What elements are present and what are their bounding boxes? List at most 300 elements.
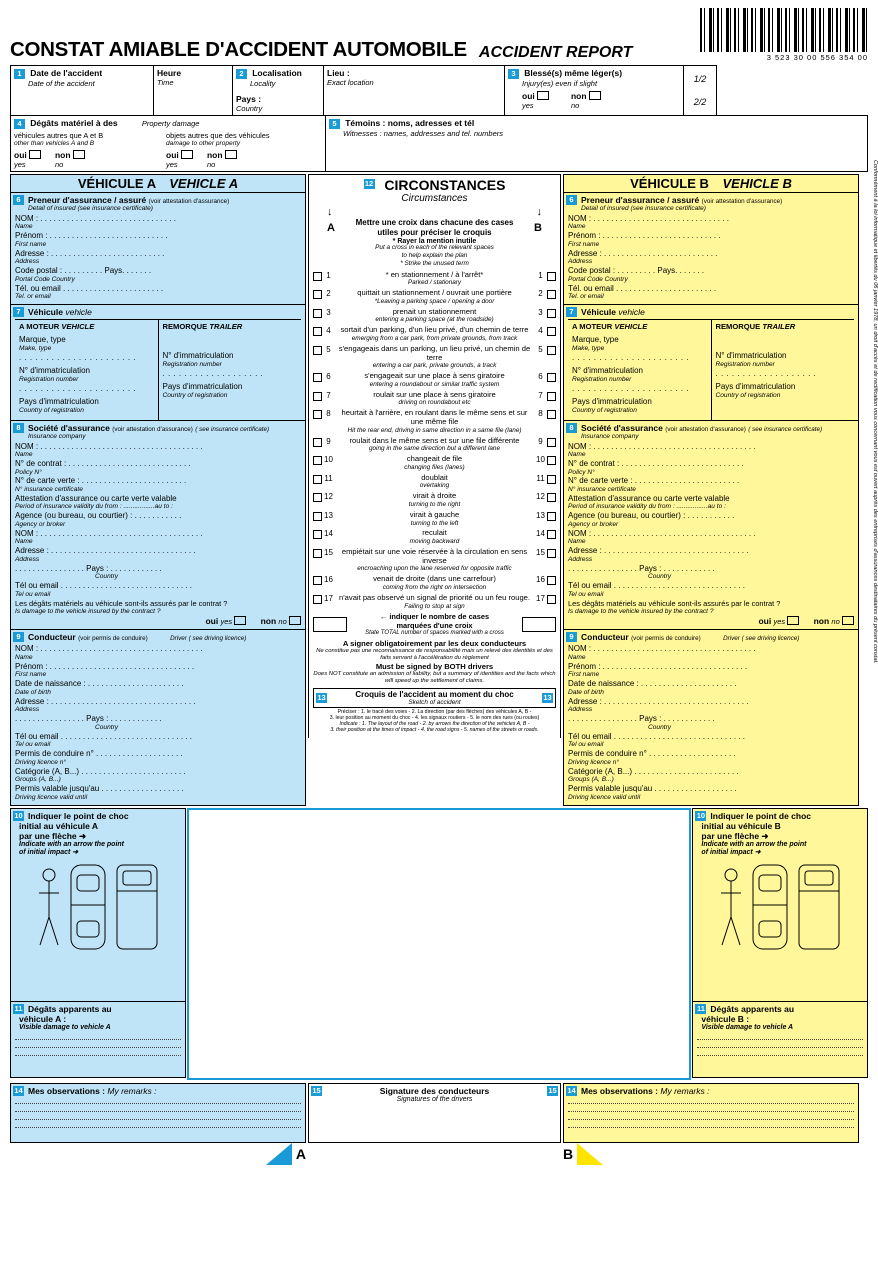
b-agency-field[interactable]: Agence (ou bureau, ou courtier) : . . . . . . . . . . . [568,511,735,521]
circumstance-number-right: 6 [538,372,543,382]
circumstance-number-right: 13 [536,510,545,520]
property-damage-label-en: Property damage [141,119,200,128]
a-policyholder-title-sub: (voir attestation d'assurance) [148,197,230,205]
a-tel-field[interactable]: Tél. ou email . . . . . . . . . . . . . . . . . . . . . . . [15,283,164,293]
circ-instr-fr3: * Rayer la mention inutile [392,237,477,245]
b-regnum-label-fr: N° d'immatriculation [572,366,643,376]
a-driver-addr-field[interactable]: Adresse : . . . . . . . . . . . . . . . . . . . . . . . . . . . . . . . . . [15,696,196,706]
barcode-bars [700,8,868,52]
a-remarks-line-2[interactable] [15,1104,301,1112]
main-three-columns [10,174,868,806]
b-policy-field[interactable]: N° de contrat : . . . . . . . . . . . . . . . . . . . . . . . . . . . . [568,459,744,468]
total-b-input[interactable] [522,617,556,632]
section-a-insurance[interactable] [10,421,306,631]
a-regcountry-label-fr: Pays d'immatriculation [19,397,99,407]
a-vehicle-title-en: vehicle [65,307,92,318]
circumstance-number-left: 7 [326,390,331,400]
a-licence-valid-field[interactable]: Permis valable jusqu'au . . . . . . . . . . . . . . . . . . . [15,784,184,794]
b-damage-fr1: Dégâts apparents au [710,1003,795,1014]
bottom-row [10,1083,868,1143]
section-a-policyholder[interactable] [10,193,306,305]
croquis-notes [313,708,556,735]
section-a-remarks[interactable] [10,1083,306,1143]
b-firstname-field[interactable]: Prénom : . . . . . . . . . . . . . . . . . . . . . . . . . . . [568,231,721,241]
b-green-field[interactable]: N° de carte verte : . . . . . . . . . . . . . . . . . . . . . . . . [568,476,740,486]
a-damage-no-checkbox[interactable] [289,616,301,625]
b-damage-line-2[interactable] [697,1040,863,1048]
circumstance-checkbox-b[interactable] [547,392,556,401]
a-motor-vehicle-col[interactable] [15,320,158,420]
damage-vehicles-no-fr: non [54,149,71,160]
circumstance-row [313,391,556,407]
b-driver-title-fr: Conducteur [581,632,629,643]
section-a-impact[interactable] [10,808,186,1002]
total-label-fr2: marquées d'une croix [396,621,473,631]
field-injuries[interactable] [504,65,684,116]
field-number-7b: 7 [566,307,577,317]
circumstance-row [313,474,556,490]
a-trailer-regnum-line[interactable]: . . . . . . . . . . . . . . . . . . . [162,368,264,378]
circumstance-text-en: turning to the left [410,519,459,527]
a-driver-firstname-field[interactable]: Prénom : . . . . . . . . . . . . . . . . . . . . . . . . . . . . . . . . . [15,661,195,671]
b-regnum-line[interactable]: . . . . . . . . . . . . . . . . . . . . . . [572,383,690,393]
a-driver-name-field[interactable]: NOM : . . . . . . . . . . . . . . . . . . . . . . . . . . . . . . . . . . . . . [15,644,203,654]
field-property-damage[interactable] [10,115,326,172]
circumstance-checkbox-a[interactable] [313,549,322,558]
circumstance-text [335,474,534,490]
b-licence-valid-field[interactable]: Permis valable jusqu'au . . . . . . . . . . . . . . . . . . . [568,784,737,794]
circumstance-checkbox-b[interactable] [547,576,556,585]
b-agency-addr-field[interactable]: Adresse : . . . . . . . . . . . . . . . . . . . . . . . . . . . . . . . . . [568,546,749,556]
a-green-field[interactable]: N° de carte verte : . . . . . . . . . . . . . . . . . . . . . . . . [15,476,187,486]
section-b-remarks[interactable] [563,1083,859,1143]
a-licence-field[interactable]: Permis de conduire n° . . . . . . . . . . . . . . . . . . . . [15,749,183,759]
b-damage-line-3[interactable] [697,1048,863,1056]
field-number-4: 4 [14,119,25,129]
field-number-10b: 10 [696,810,706,820]
circumstance-text-en: entering a car park, private grounds, a track [372,362,497,370]
a-damage-line-2[interactable] [15,1040,181,1048]
circumstance-text-en: moving backward [409,538,460,546]
circumstance-checkbox-b[interactable] [547,373,556,382]
circumstances-list [313,271,556,610]
a-driver-country-en: Country [95,723,119,731]
circumstance-text [335,271,534,287]
signature-area[interactable] [309,1103,560,1145]
damage-objects-en: damage to other property [166,139,241,147]
circumstance-number-left: 16 [324,575,333,585]
section-signatures[interactable] [308,1083,561,1143]
b-trailer-col[interactable] [711,320,855,420]
circumstance-text-fr: s'engageait sur une place à sens giratoire [364,371,505,381]
circumstance-checkbox-a[interactable] [313,530,322,539]
section-b-insurance[interactable] [563,421,859,631]
b-driver-title-sub: (voir permis de conduire) [631,635,701,643]
circumstance-checkbox-a[interactable] [313,272,322,281]
a-driver-title-fr: Conducteur [28,632,76,643]
a-impact-fr2: initial au véhicule A [19,820,99,831]
b-damage-no-checkbox[interactable] [842,616,854,625]
circumstance-checkbox-b[interactable] [547,438,556,447]
field-number-11a: 11 [14,1003,23,1013]
a-policy-field[interactable]: N° de contrat : . . . . . . . . . . . . . . . . . . . . . . . . . . . . [15,459,191,468]
circumstance-text-en: emerging from a car park, from private grounds, from track [351,334,518,342]
a-regcountry-label-en: Country of registration [19,406,84,414]
circumstance-text-en: coming from the right on intersection [382,584,487,592]
circumstance-text-fr: reculait [422,528,447,538]
sketch-canvas[interactable] [187,808,692,1080]
section-b-driver[interactable] [563,630,859,805]
b-driver-country-field[interactable]: . . . . . . . . . . . . . . . . Pays : . . . . . . . . . . . . [568,714,715,724]
circumstance-checkbox-b[interactable] [547,530,556,539]
damage-objects-yes-checkbox[interactable] [181,150,193,159]
a-attest-fr: Attestation d'assurance ou carte verte valable [15,493,177,503]
b-make-line[interactable]: . . . . . . . . . . . . . . . . . . . . . . [572,352,690,362]
a-driver-title-sub: (voir permis de conduire) [78,635,148,643]
circumstance-text-fr: virait à droite [412,491,457,501]
circumstance-checkbox-a[interactable] [313,493,322,502]
injuries-no-checkbox[interactable] [589,91,601,100]
signature-title-en: Signatures of the drivers [396,1095,473,1103]
b-regcountry-label-fr: Pays d'immatriculation [572,397,652,407]
a-insurance-title-sub: (voir attestation d'assurance) [112,425,193,433]
circumstance-text [335,492,534,508]
b-driver-firstname-field[interactable]: Prénom : . . . . . . . . . . . . . . . . . . . . . . . . . . . . . . . . . [568,661,748,671]
circumstance-row [313,511,556,527]
a-licence-cat-field[interactable]: Catégorie (A, B...) . . . . . . . . . . . . . . . . . . . . . . . . [15,766,186,776]
time-label-en: Time [157,78,174,87]
sign-note-en-detail: Does NOT constitute an admission of liability, but a summary of identities and the facts which will speed up the settlement of claims. [313,671,556,684]
circumstance-checkbox-b[interactable] [547,595,556,604]
field-number-11b: 11 [696,1003,705,1013]
circumstance-checkbox-b[interactable] [547,549,556,558]
field-locality[interactable] [232,65,324,116]
b-driver-tel-field[interactable]: Tél ou email . . . . . . . . . . . . . . . . . . . . . . . . . . . . . . [568,731,745,741]
a-agency-country-field[interactable]: . . . . . . . . . . . . . . . . Pays : . . . . . . . . . . . . [15,563,162,573]
b-damage-line-1[interactable] [697,1032,863,1040]
circumstance-checkbox-b[interactable] [547,346,556,355]
impact-damage-a [10,808,186,1078]
a-motor-subheader [19,322,154,331]
b-insurance-title-sub: (voir attestation d'assurance) [665,425,746,433]
circumstances-title-text: CIRCONSTANCES [384,176,506,193]
a-ins-name-en: Name [15,451,33,459]
a-policyholder-title-fr: Preneur d'assurance / assuré [28,194,147,205]
injuries-yes-checkbox[interactable] [537,91,549,100]
a-agency-addr-field[interactable]: Adresse : . . . . . . . . . . . . . . . . . . . . . . . . . . . . . . . . . [15,546,196,556]
field-number-6b: 6 [566,195,577,205]
locality-label-en: Locality [250,79,276,88]
a-insurance-title-fr: Société d'assurance [28,422,110,433]
circ-instr-en3: * Strike the unused term [400,259,469,267]
damage-witness-row [10,115,868,172]
b-driver-dob-field[interactable]: Date de naissance : . . . . . . . . . . . . . . . . . . . . . . [568,679,737,689]
b-licence-field[interactable]: Permis de conduire n° . . . . . . . . . . . . . . . . . . . . [568,749,736,759]
country-label-en: Country [236,104,263,113]
circumstance-number-right: 10 [536,455,545,465]
b-ins-name-field[interactable]: NOM : . . . . . . . . . . . . . . . . . . . . . . . . . . . . . . . . . . . . . [568,441,756,451]
circumstance-number-right: 14 [536,529,545,539]
label-b: B [534,222,542,235]
field-number-12: 12 [364,178,374,188]
b-damage-yes-checkbox[interactable] [787,616,799,625]
circumstance-number-left: 1 [326,270,331,280]
a-make-line[interactable]: . . . . . . . . . . . . . . . . . . . . . . [19,352,137,362]
b-name-field[interactable]: NOM : . . . . . . . . . . . . . . . . . . . . . . . . . . . . . . . [568,213,729,223]
circumstance-number-left: 5 [326,344,331,354]
locality-label-fr: Localisation [252,68,302,78]
column-circumstances [308,174,561,738]
circumstance-checkbox-b[interactable] [547,327,556,336]
bottom-letter-b: B [563,1145,574,1162]
b-trailer-country-label-en: Country of registration [715,391,781,399]
a-vehicle-subtable [15,319,301,420]
a-remarks-title [15,1086,301,1096]
circumstance-text-fr: n'avait pas observé un signal de priorité ou un feu rouge. [339,592,530,602]
a-trailer-subheader-fr: REMORQUE [162,322,208,332]
a-damage-line-3[interactable] [15,1048,181,1056]
circumstance-checkbox-b[interactable] [547,272,556,281]
field-number-13-right: 13 [543,692,552,702]
b-remarks-line-4[interactable] [568,1120,854,1128]
b-driver-firstname-en: First name [568,671,600,679]
label-a: A [327,222,335,235]
b-remarks-line-1[interactable] [568,1096,854,1104]
a-agency-tel-field[interactable]: Tél ou email . . . . . . . . . . . . . . . . . . . . . . . . . . . . . . [15,581,192,591]
a-driver-firstname-en: First name [15,671,47,679]
circumstance-checkbox-a[interactable] [313,410,322,419]
b-remarks-line-3[interactable] [568,1112,854,1120]
b-attest-en[interactable]: Period of insurance validity du from : .................au to : [568,503,726,511]
a-remarks-line-3[interactable] [15,1112,301,1120]
damage-vehicles-yes-checkbox[interactable] [29,150,41,159]
corner-marker-b [577,1143,603,1165]
arrow-down-a-icon: ↓ [327,205,333,218]
date-label-fr: Date de l'accident [30,68,103,78]
field-number-14a: 14 [14,1085,23,1095]
a-driver-country-field[interactable]: . . . . . . . . . . . . . . . . Pays : . . . . . . . . . . . . [15,714,162,724]
field-witnesses[interactable] [326,115,868,172]
circumstance-checkbox-a[interactable] [313,327,322,336]
a-firstname-field[interactable]: Prénom : . . . . . . . . . . . . . . . . . . . . . . . . . . . [15,231,168,241]
signature-title-fr: Signature des conducteurs [379,1085,490,1096]
b-remarks-fr: Mes observations : [581,1085,658,1096]
arrow-left-icon: ← [379,612,388,622]
circ-instr-en2: to help explain the plan [401,252,468,260]
circumstance-number-right: 17 [536,593,545,603]
a-agency-name-field[interactable]: NOM : . . . . . . . . . . . . . . . . . . . . . . . . . . . . . . . . . . . . . [15,528,203,538]
circumstance-checkbox-b[interactable] [547,456,556,465]
circumstance-number-right: 8 [538,409,543,419]
circumstance-checkbox-b[interactable] [547,493,556,502]
total-boxes-row [313,612,556,636]
damage-vehicles-en: other than vehicles A and B [14,139,95,147]
a-address-field[interactable]: Adresse : . . . . . . . . . . . . . . . . . . . . . . . . . . [15,248,165,258]
damage-vehicles-yes-fr: oui [14,149,27,160]
circumstance-text-fr: venait de droite (dans une carrefour) [373,574,496,584]
field-number-8b: 8 [566,423,577,433]
circumstance-checkbox-a[interactable] [313,576,322,585]
circumstance-checkbox-a[interactable] [313,512,322,521]
field-number-9b: 9 [566,632,577,642]
circumstance-text [335,409,534,434]
circumstance-checkbox-b[interactable] [547,512,556,521]
b-policyholder-title-sub: (voir attestation d'assurance) [701,197,783,205]
field-number-2: 2 [236,69,247,79]
a-driver-dob-field[interactable]: Date de naissance : . . . . . . . . . . . . . . . . . . . . . . [15,679,184,689]
b-agency-tel-field[interactable]: Tél ou email . . . . . . . . . . . . . . . . . . . . . . . . . . . . . . [568,581,745,591]
document-header [10,8,868,62]
a-driver-tel-en: Tel ou email [15,741,51,749]
a-postal-field[interactable]: Code postal : . . . . . . . . . Pays. . . . . . . [15,266,152,276]
b-driver-title [568,632,854,642]
circumstance-number-left: 3 [326,307,331,317]
a-attest-en[interactable]: Period of insurance validity du from : .................au to : [15,503,173,511]
bottom-letters-row [10,1143,868,1165]
b-driver-addr-field[interactable]: Adresse : . . . . . . . . . . . . . . . . . . . . . . . . . . . . . . . . . [568,696,749,706]
a-vehicle-diagrams[interactable] [15,861,181,953]
a-postal-label-en: Portal Code Country [15,275,75,283]
croquis-note-4: 3. their position at the times of impact - 4. the road signs - 5. names of the streets or roads. [330,727,539,734]
witnesses-label-fr: Témoins : noms, adresses et tél [345,118,475,128]
a-damage-en: Visible damage to vehicle A [19,1024,111,1032]
damage-objects-no-checkbox[interactable] [225,150,237,159]
circumstance-number-left: 14 [324,529,333,539]
ab-arrows [313,206,556,218]
field-time[interactable] [153,65,233,116]
section-b-visible-damage[interactable] [692,1002,868,1078]
field-number-1: 1 [14,69,25,79]
circumstance-text [335,308,534,324]
a-ins-name-field[interactable]: NOM : . . . . . . . . . . . . . . . . . . . . . . . . . . . . . . . . . . . . . [15,441,203,451]
damage-vehicles-no-checkbox[interactable] [73,150,85,159]
total-a-input[interactable] [313,617,347,632]
circumstance-text-en: changing files (lanes) [404,463,465,471]
circumstance-checkbox-b[interactable] [547,290,556,299]
a-make-label-fr: Marque, type [19,335,66,345]
circumstance-checkbox-b[interactable] [547,309,556,318]
field-number-15-right: 15 [548,1085,557,1095]
field-number-6a: 6 [13,195,24,205]
field-number-7a: 7 [13,307,24,317]
page-fraction-bottom: 2/2 [693,96,707,107]
b-motor-subheader-fr: A MOTEUR [572,322,613,332]
circumstance-text-en: going in the same direction but a different lane [368,445,501,453]
b-tel-field[interactable]: Tél. ou email . . . . . . . . . . . . . . . . . . . . . . . [568,283,717,293]
b-address-field[interactable]: Adresse : . . . . . . . . . . . . . . . . . . . . . . . . . . [568,248,718,258]
a-licence-en: Driving licence n° [15,758,67,766]
b-licence-cat-field[interactable]: Catégorie (A, B...) . . . . . . . . . . . . . . . . . . . . . . . . [568,766,739,776]
a-driver-tel-field[interactable]: Tél ou email . . . . . . . . . . . . . . . . . . . . . . . . . . . . . . [15,731,192,741]
circumstance-checkbox-a[interactable] [313,290,322,299]
a-tel-label-en: Tel. or email [15,293,51,301]
section-b-policyholder[interactable] [563,193,859,305]
b-motor-vehicle-col[interactable] [568,320,711,420]
circumstance-text [335,575,534,591]
circumstance-number-right: 1 [538,270,543,280]
a-damage-line-1[interactable] [15,1032,181,1040]
b-trailer-regnum-line[interactable]: . . . . . . . . . . . . . . . . . . . [715,368,817,378]
vehicle-a-header-en: VEHICLE A [169,175,239,191]
section-a-visible-damage[interactable] [10,1002,186,1078]
circumstance-row [313,289,556,305]
circumstance-checkbox-a[interactable] [313,595,322,604]
a-remarks-line-1[interactable] [15,1096,301,1104]
a-remarks-line-4[interactable] [15,1120,301,1128]
circumstance-checkbox-a[interactable] [313,346,322,355]
circumstance-row [313,575,556,591]
croquis-note-1: Préciser : 1. le tracé des voies - 2. La direction (par des flèches) des véhicules A, B - [337,708,532,715]
b-agency-en: Agency or broker [568,520,619,528]
a-licence-valid-en: Driving licence valid until [15,793,88,801]
b-postal-field[interactable]: Code postal : . . . . . . . . . Pays. . . . . . . [568,266,705,276]
a-regnum-line[interactable]: . . . . . . . . . . . . . . . . . . . . . . [19,383,137,393]
a-damage-question-en: Is damage to the vehicle insured by the contract ? [15,607,161,615]
b-remarks-line-2[interactable] [568,1104,854,1112]
b-vehicle-diagrams[interactable] [697,861,863,953]
a-firstname-label-en: First name [15,240,47,248]
a-driver-title [15,632,301,642]
field-exact-location[interactable] [323,65,505,116]
a-damage-yes-checkbox[interactable] [234,616,246,625]
circumstance-checkbox-a[interactable] [313,373,322,382]
circumstance-checkbox-a[interactable] [313,475,322,484]
b-damage-question-fr: Les dégâts matériels au véhicule sont-ils assurés par le contrat ? [568,598,781,608]
b-agency-name-en: Name [568,538,586,546]
circumstance-checkbox-b[interactable] [547,475,556,484]
circumstance-text [335,455,534,471]
a-trailer-subheader [163,322,298,331]
circumstance-number-right: 3 [538,307,543,317]
circumstance-checkbox-a[interactable] [313,392,322,401]
circumstance-text-en: Hit the rear end, driving in same direction in a same file (lane) [347,426,522,434]
circ-instr-en1: Put a cross in each of the relevant spaces [375,244,494,252]
barcode [700,8,868,62]
b-trailer-subheader [716,322,851,331]
vehicle-a-header [10,174,306,193]
a-agency-field[interactable]: Agence (ou bureau, ou courtier) : . . . . . . . . . . . [15,511,182,521]
b-trailer-regnum-label-en: Registration number [715,360,775,368]
vehicle-b-header-fr: VÉHICULE B [630,175,709,191]
field-date[interactable] [10,65,154,116]
signature-note [313,639,556,684]
b-agency-name-field[interactable]: NOM : . . . . . . . . . . . . . . . . . . . . . . . . . . . . . . . . . . . . . [568,528,756,538]
circumstance-checkbox-a[interactable] [313,309,322,318]
motorcycle-diagram-icon [718,861,744,953]
circumstance-checkbox-a[interactable] [313,456,322,465]
circumstance-checkbox-a[interactable] [313,438,322,447]
circumstance-text-en: overtaking [419,482,450,490]
b-driver-name-field[interactable]: NOM : . . . . . . . . . . . . . . . . . . . . . . . . . . . . . . . . . . . . . [568,644,756,654]
a-agency-en: Agency or broker [15,520,66,528]
circumstance-text-fr: heurtait à l'arrière, en roulant dans le même sens et sur une même file [341,408,528,426]
b-firstname-label-en: First name [568,240,600,248]
time-label-fr: Heure [157,68,182,78]
circumstance-text-fr: empiétait sur une voie réservée à la circulation en sens inverse [341,547,528,565]
field-number-3: 3 [508,69,519,79]
a-name-field[interactable]: NOM : . . . . . . . . . . . . . . . . . . . . . . . . . . . . . . . [15,213,176,223]
section-a-driver[interactable] [10,630,306,805]
b-name-label-en: Name [568,223,586,231]
a-damage-yes-fr: oui [205,616,219,627]
b-agency-country-field[interactable]: . . . . . . . . . . . . . . . . Pays : . . . . . . . . . . . . [568,563,715,573]
section-b-impact[interactable] [692,808,868,1002]
b-licence-valid-en: Driving licence valid until [568,793,641,801]
circumstance-checkbox-b[interactable] [547,410,556,419]
motorcycle-diagram-icon [36,861,62,953]
circumstance-row [313,455,556,471]
a-trailer-col[interactable] [158,320,302,420]
